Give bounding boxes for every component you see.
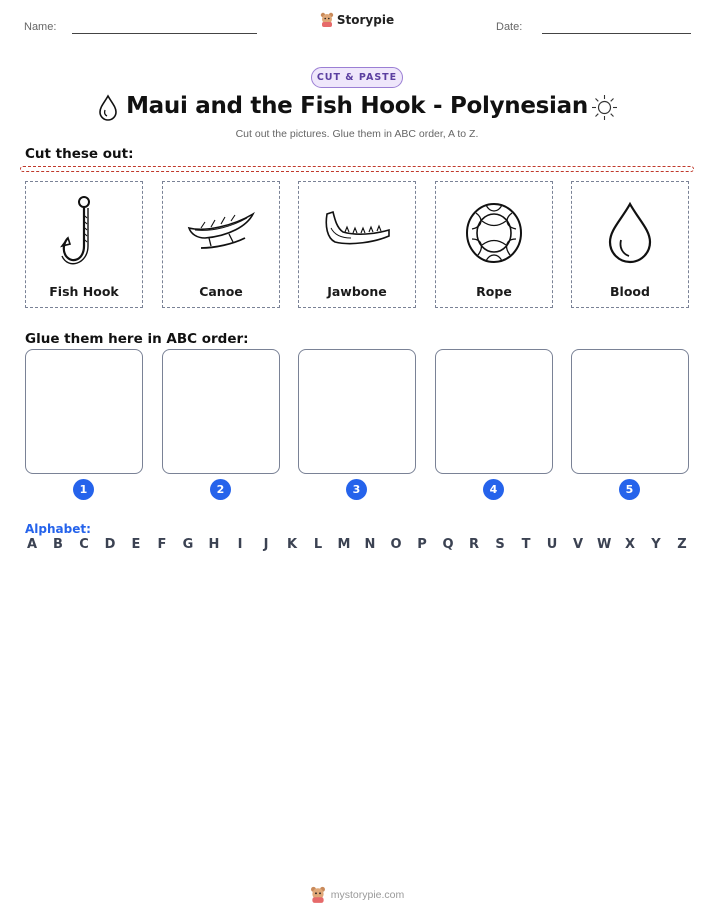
alphabet-letter: Y	[651, 537, 661, 552]
bear-mascot-icon	[320, 12, 334, 28]
alphabet-letter: I	[237, 537, 243, 552]
alphabet-letter: J	[263, 537, 269, 552]
glue-box-4[interactable]	[435, 349, 553, 474]
name-line[interactable]	[72, 33, 257, 34]
alphabet-letter: F	[157, 537, 167, 552]
instructions: Cut out the pictures. Glue them in ABC order, A to Z.	[235, 128, 479, 140]
alphabet-letter: E	[131, 537, 141, 552]
alphabet-letter: D	[104, 537, 116, 552]
footer-site-link[interactable]: mystorypie.com	[330, 889, 405, 901]
position-number-2: 2	[210, 479, 231, 500]
cut-card-blood[interactable]	[571, 181, 689, 308]
alphabet-letter: B	[53, 537, 63, 552]
glue-box-5[interactable]	[571, 349, 689, 474]
alphabet-letter: H	[208, 537, 220, 552]
position-number-3: 3	[346, 479, 367, 500]
alphabet-letter: U	[546, 537, 558, 552]
alphabet-row	[25, 537, 689, 552]
date-label: Date:	[496, 21, 523, 33]
position-number-5: 5	[619, 479, 640, 500]
cut-line	[20, 166, 694, 172]
card-label: Blood	[610, 284, 650, 299]
date-line[interactable]	[542, 33, 691, 34]
alphabet-letter: O	[390, 537, 402, 552]
name-label: Name:	[24, 21, 57, 33]
bear-mascot-icon	[310, 886, 326, 904]
alphabet-letter: X	[624, 537, 636, 552]
brand-logo	[0, 12, 714, 28]
glue-box-3[interactable]	[298, 349, 416, 474]
alphabet-letter: S	[495, 537, 505, 552]
alphabet-letter: A	[26, 537, 38, 552]
cut-card-fish-hook[interactable]	[25, 181, 143, 308]
card-label: Jawbone	[327, 284, 387, 299]
alphabet-letter: W	[597, 537, 612, 552]
alphabet-label: Alphabet:	[25, 522, 91, 536]
jawbone-icon	[321, 206, 393, 260]
blood-drop-icon	[605, 200, 655, 266]
cut-card-canoe[interactable]	[162, 181, 280, 308]
activity-badge: CUT & PASTE	[311, 67, 403, 88]
alphabet-letter: L	[313, 537, 323, 552]
canoe-icon	[185, 206, 257, 260]
alphabet-letter: Z	[677, 537, 687, 552]
cut-card-rope[interactable]	[435, 181, 553, 308]
fish-hook-icon	[54, 194, 114, 272]
card-label: Rope	[476, 284, 512, 299]
alphabet-letter: G	[182, 537, 194, 552]
cut-card-jawbone[interactable]	[298, 181, 416, 308]
alphabet-letter: V	[572, 537, 584, 552]
glue-section-label: Glue them here in ABC order:	[25, 331, 249, 347]
card-label: Canoe	[199, 284, 243, 299]
alphabet-letter: C	[79, 537, 89, 552]
position-number-1: 1	[73, 479, 94, 500]
position-number-4: 4	[483, 479, 504, 500]
card-label: Fish Hook	[49, 284, 119, 299]
rope-icon	[462, 199, 526, 267]
alphabet-letter: K	[286, 537, 298, 552]
page-title: Maui and the Fish Hook - Polynesian	[126, 93, 588, 119]
glue-box-1[interactable]	[25, 349, 143, 474]
alphabet-letter: R	[468, 537, 479, 552]
footer	[0, 886, 714, 904]
alphabet-letter: Q	[442, 537, 454, 552]
alphabet-letter: M	[337, 537, 351, 552]
sun-icon	[591, 94, 618, 121]
alphabet-letter: P	[417, 537, 427, 552]
brand-name: Storypie	[336, 13, 395, 27]
alphabet-letter: T	[521, 537, 531, 552]
glue-box-2[interactable]	[162, 349, 280, 474]
cut-section-label: Cut these out:	[25, 146, 134, 162]
alphabet-letter: N	[364, 537, 376, 552]
